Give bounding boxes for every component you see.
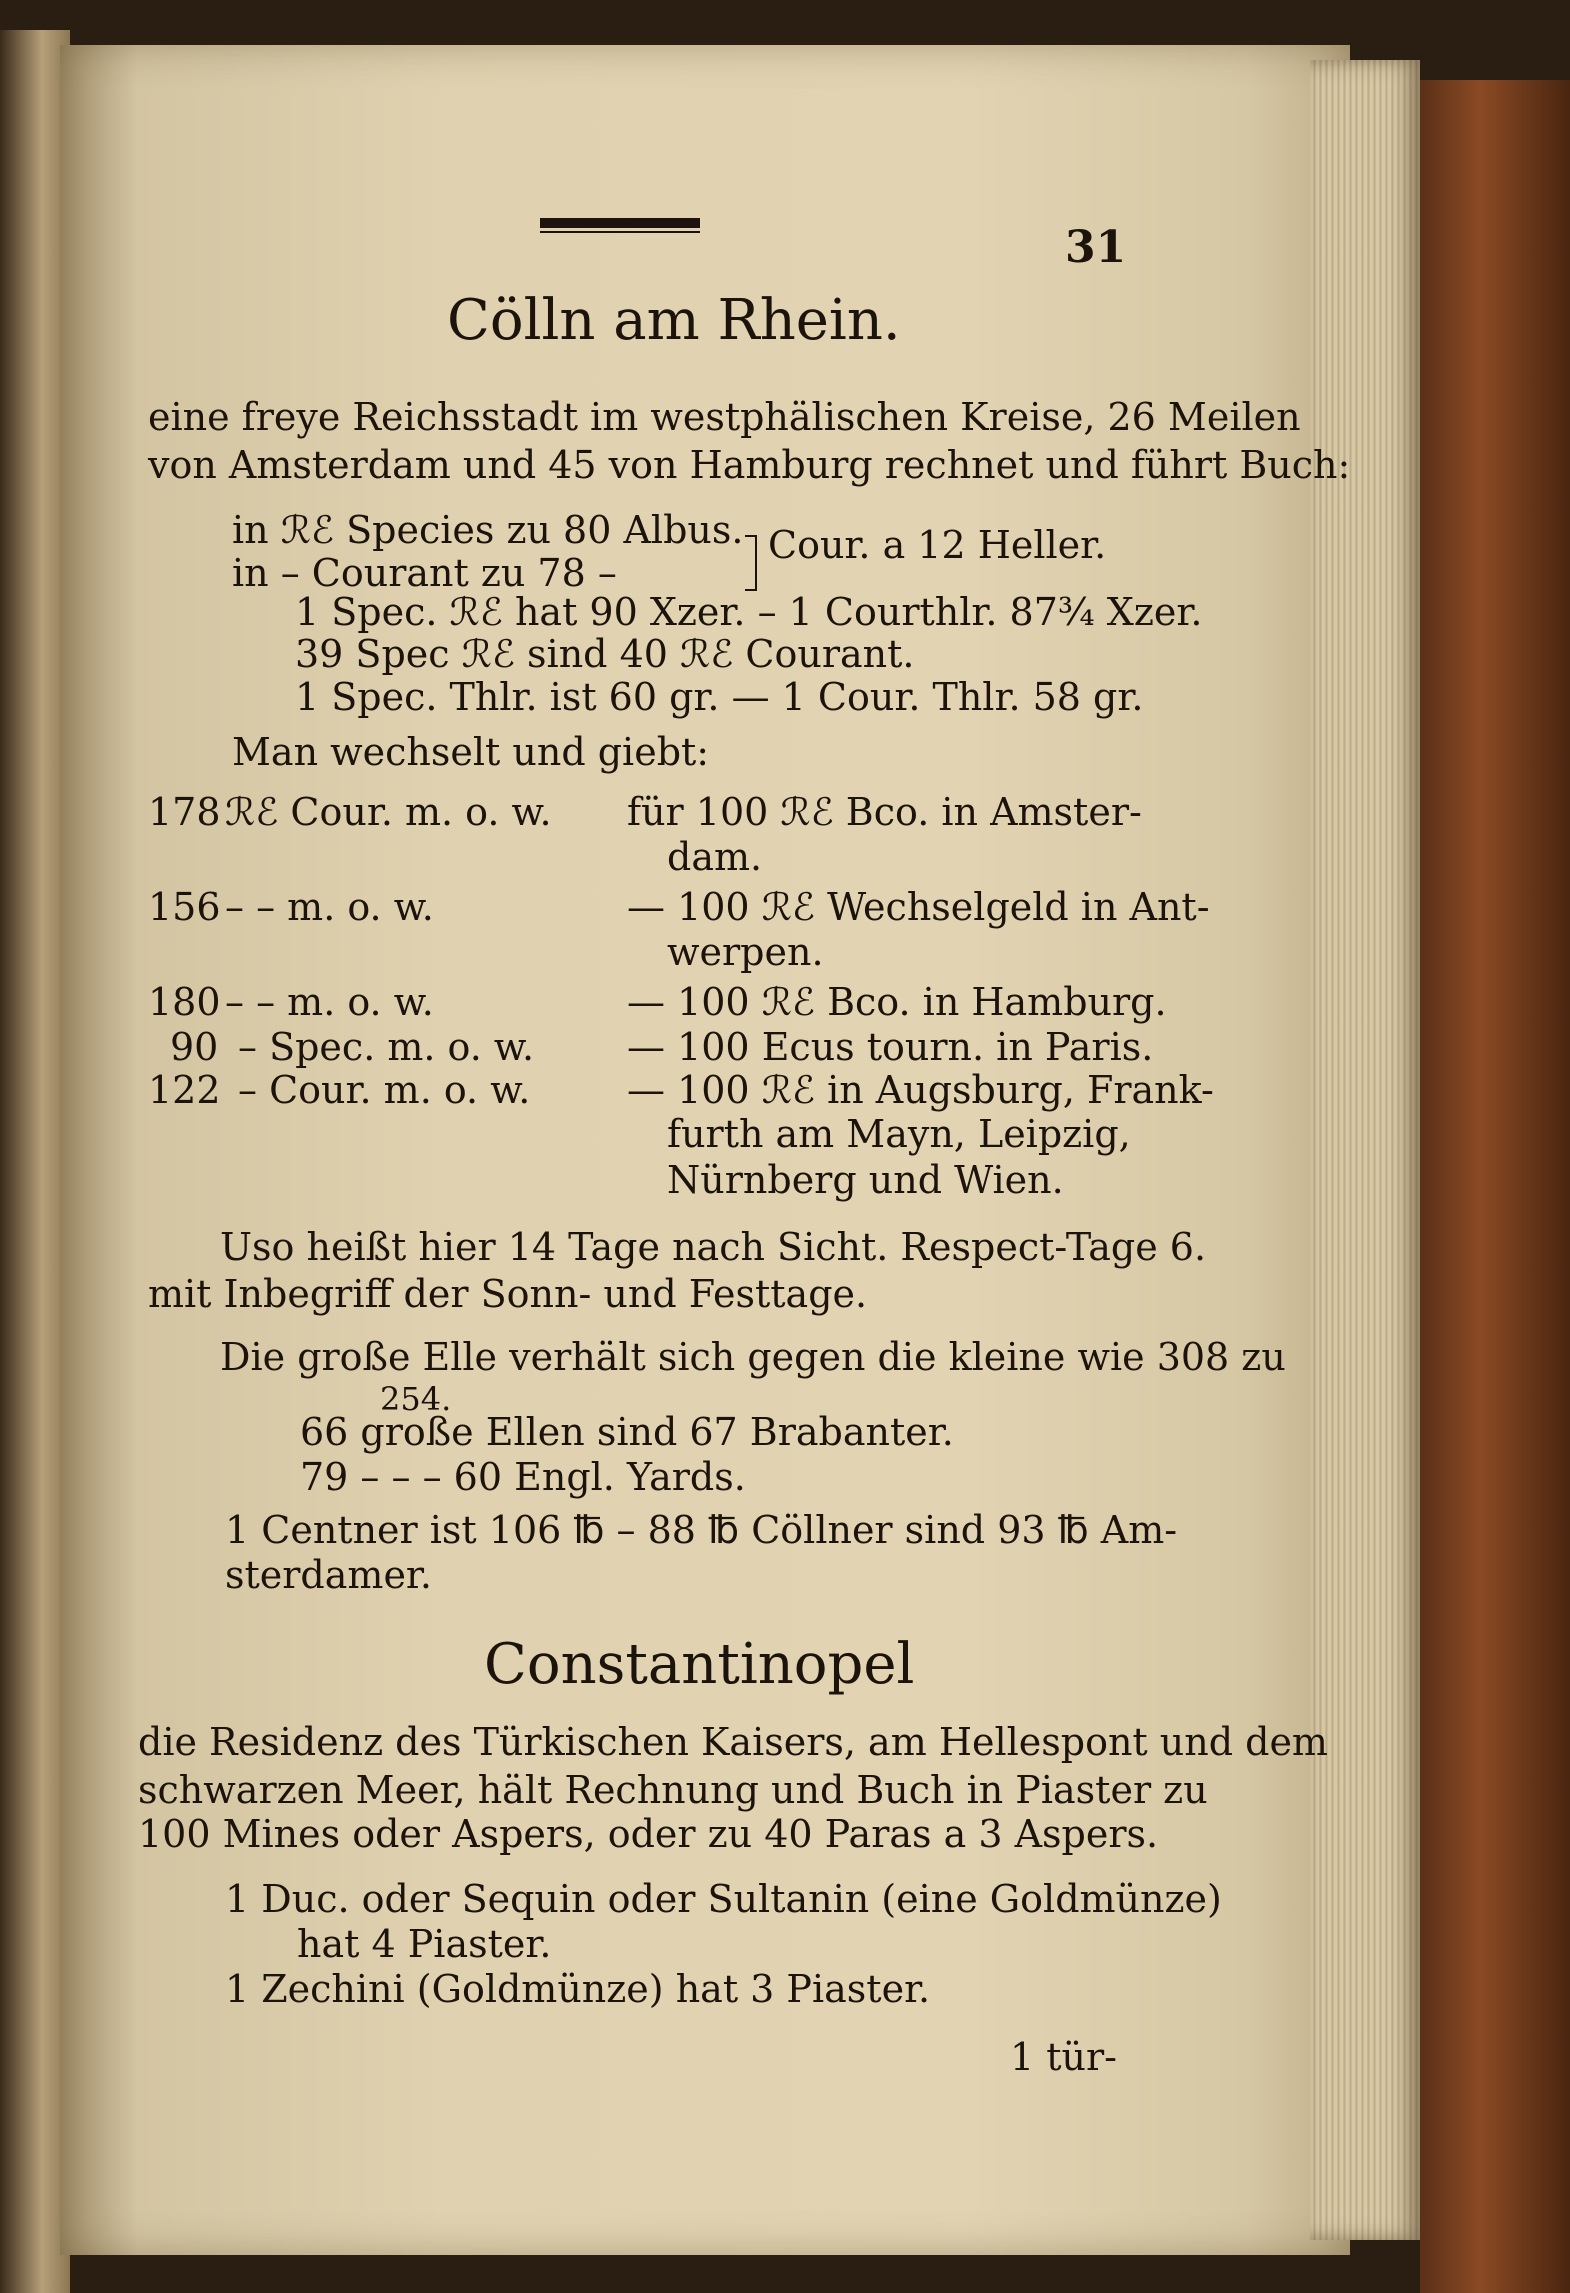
rate-line: 39 Spec ℛℰ sind 40 ℛℰ Courant. bbox=[295, 632, 915, 676]
intro-line: die Residenz des Türkischen Kaisers, am Hellespont und dem bbox=[138, 1720, 1328, 1764]
exchange-amount: 178 bbox=[148, 790, 221, 834]
elle-line: 66 große Ellen sind 67 Brabanter. bbox=[300, 1410, 954, 1454]
uso-line: mit Inbegriff der Sonn- und Festtage. bbox=[148, 1272, 868, 1316]
header-rule bbox=[540, 218, 700, 228]
page-edges bbox=[1310, 60, 1420, 2240]
intro-line: von Amsterdam und 45 von Hamburg rechnet und führt Buch: bbox=[148, 443, 1351, 487]
section-title-coelln: Cölln am Rhein. bbox=[447, 288, 901, 353]
exchange-amount: 90 bbox=[170, 1025, 219, 1069]
exchange-desc: – – m. o. w. bbox=[225, 885, 434, 929]
exchange-for: für 100 ℛℰ Bco. in Amster- bbox=[627, 790, 1142, 834]
exchange-for-cont: Nürnberg und Wien. bbox=[667, 1158, 1064, 1202]
catchword: 1 tür- bbox=[1010, 2035, 1118, 2079]
exchange-desc: – – m. o. w. bbox=[225, 980, 434, 1024]
exchange-amount: 156 bbox=[148, 885, 221, 929]
exchange-for: — 100 ℛℰ Bco. in Hamburg. bbox=[627, 980, 1167, 1024]
elle-line: 79 – – – 60 Engl. Yards. bbox=[300, 1455, 746, 1499]
uso-line: Uso heißt hier 14 Tage nach Sicht. Respect-Tage 6. bbox=[220, 1225, 1207, 1269]
rate-line: 1 Spec. Thlr. ist 60 gr. — 1 Cour. Thlr. 58 gr. bbox=[295, 675, 1144, 719]
exchange-for-cont: werpen. bbox=[667, 930, 824, 974]
exchange-for: — 100 ℛℰ Wechselgeld in Ant- bbox=[627, 885, 1210, 929]
exchange-amount: 180 bbox=[148, 980, 221, 1024]
rate-line: 1 Spec. ℛℰ hat 90 Xzer. – 1 Courthlr. 87¾ Xzer. bbox=[295, 590, 1203, 634]
elle-line: Die große Elle verhält sich gegen die kleine wie 308 zu bbox=[220, 1335, 1286, 1379]
currency-line: in – Courant zu 78 – bbox=[232, 551, 617, 595]
exchange-for-cont: furth am Mayn, Leipzig, bbox=[667, 1112, 1131, 1156]
weight-line: sterdamer. bbox=[225, 1553, 432, 1597]
exchange-for-cont: dam. bbox=[667, 835, 763, 879]
currency-line: in ℛℰ Species zu 80 Albus. bbox=[232, 508, 744, 552]
exchange-desc: – Cour. m. o. w. bbox=[238, 1068, 531, 1112]
exchange-for: — 100 Ecus tourn. in Paris. bbox=[627, 1025, 1154, 1069]
book-cover-edge bbox=[1420, 80, 1570, 2293]
coin-line: 1 Zechini (Goldmünze) hat 3 Piaster. bbox=[225, 1967, 931, 2011]
intro-line: eine freye Reichsstadt im westphälischen Kreise, 26 Meilen bbox=[148, 395, 1301, 439]
coin-line: 1 Duc. oder Sequin oder Sultanin (eine Goldmünze) bbox=[225, 1877, 1222, 1921]
exchange-amount: 122 bbox=[148, 1068, 221, 1112]
intro-line: schwarzen Meer, hält Rechnung und Buch in Piaster zu bbox=[138, 1768, 1208, 1812]
page-number: 31 bbox=[1065, 222, 1127, 273]
coin-line: hat 4 Piaster. bbox=[297, 1922, 552, 1966]
exchange-for: — 100 ℛℰ in Augsburg, Frank- bbox=[627, 1068, 1214, 1112]
currency-note: Cour. a 12 Heller. bbox=[768, 523, 1107, 567]
exchange-intro: Man wechselt und giebt: bbox=[232, 730, 710, 774]
elle-line: 254. bbox=[380, 1380, 452, 1418]
section-title-constantinopel: Constantinopel bbox=[484, 1632, 915, 1697]
weight-line: 1 Centner ist 106 ℔ – 88 ℔ Cöllner sind 93 ℔ Am- bbox=[225, 1508, 1178, 1552]
exchange-desc: ℛℰ Cour. m. o. w. bbox=[225, 790, 552, 834]
exchange-desc: – Spec. m. o. w. bbox=[238, 1025, 535, 1069]
intro-line: 100 Mines oder Aspers, oder zu 40 Paras a 3 Aspers. bbox=[138, 1812, 1159, 1856]
currency-bracket bbox=[745, 535, 757, 591]
